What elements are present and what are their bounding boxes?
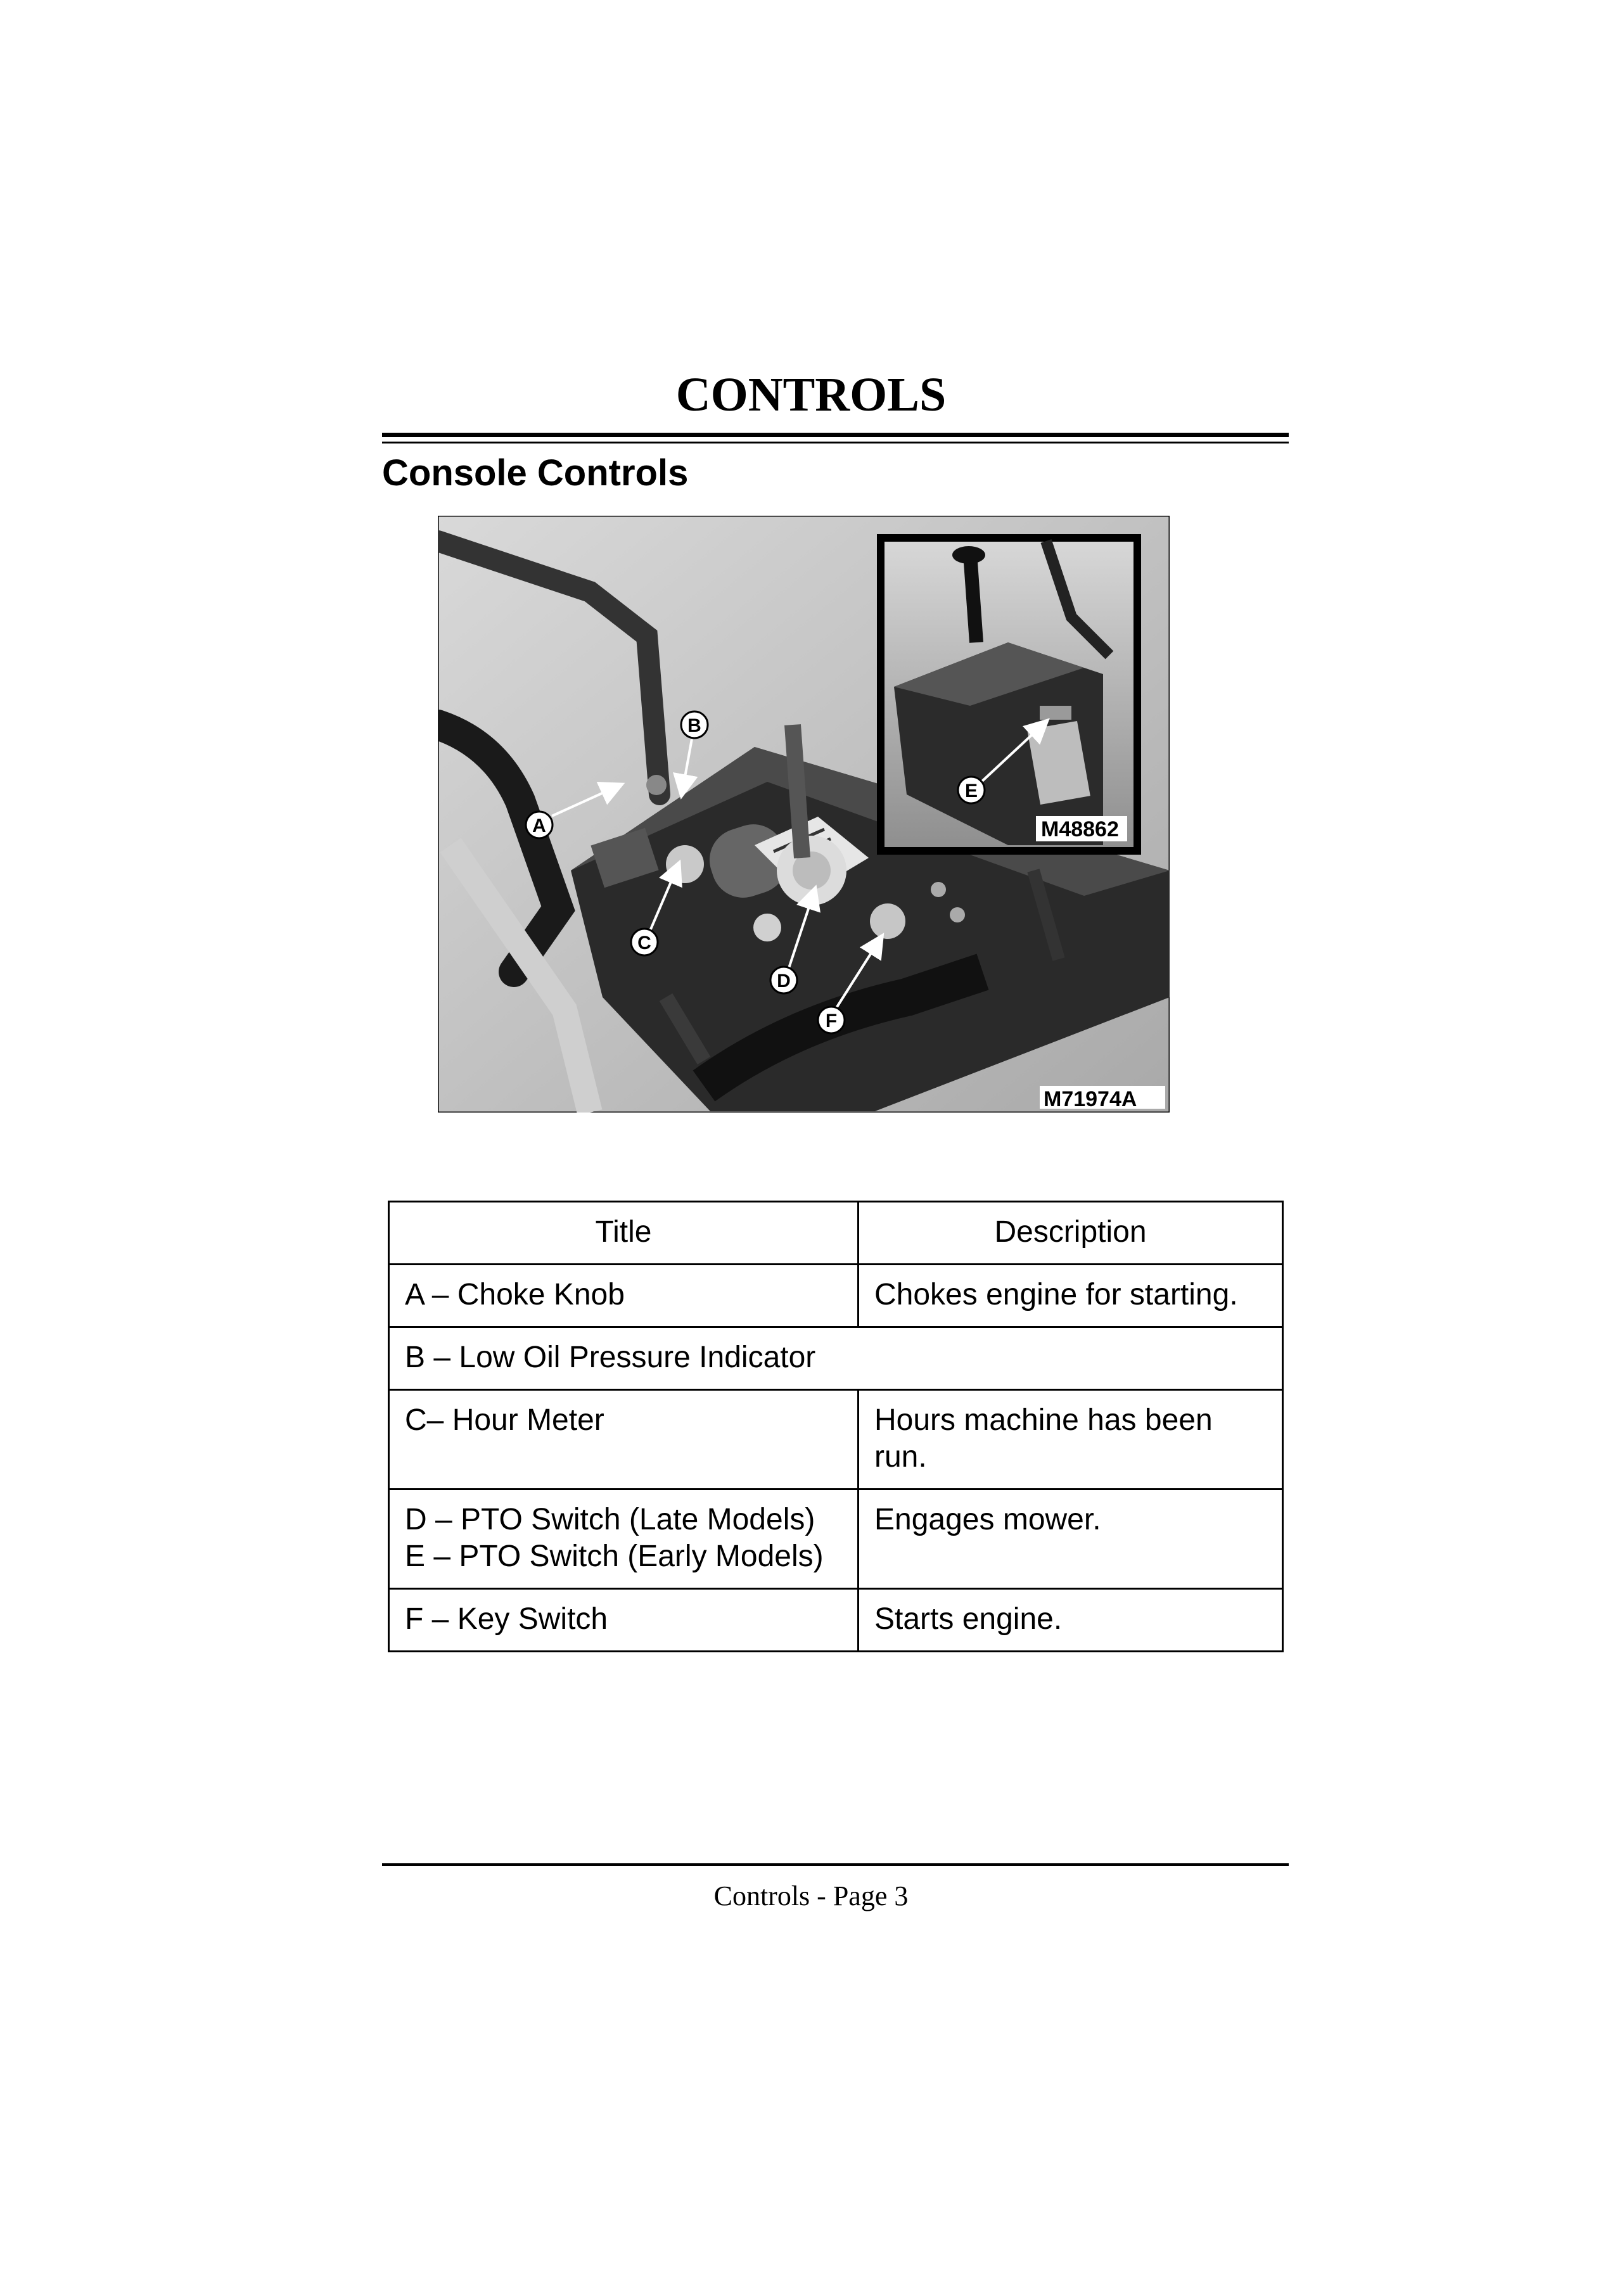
header-description: Description [859, 1202, 1283, 1265]
svg-text:F: F [825, 1011, 838, 1031]
row-title: C– Hour Meter [389, 1390, 859, 1489]
section-heading: Console Controls [382, 452, 689, 494]
table-row [389, 1327, 1283, 1390]
row-title-line: D – PTO Switch (Late Models) [405, 1503, 815, 1536]
key-switch [870, 903, 905, 939]
row-title-line: E – PTO Switch (Early Models) [405, 1540, 824, 1573]
table-header-row [389, 1202, 1283, 1265]
inset-image-code: M48862 [1041, 817, 1119, 841]
title-rule-thin [382, 442, 1289, 443]
console-controls-figure [438, 516, 1170, 1113]
table-row [389, 1265, 1283, 1327]
choke-knob [646, 775, 667, 795]
row-description: Starts engine. [859, 1589, 1283, 1652]
callout-d [770, 967, 797, 993]
image-code: M71974A [1044, 1087, 1137, 1111]
page-footer: Controls - Page 3 [713, 1880, 909, 1911]
row-title: F – Key Switch [389, 1589, 859, 1652]
row-title: B – Low Oil Pressure Indicator [389, 1327, 1283, 1390]
controls-table [388, 1201, 1284, 1652]
svg-text:C: C [637, 933, 651, 953]
header-title: Title [389, 1202, 859, 1265]
row-description: Hours machine has been run. [859, 1390, 1283, 1489]
table-row [389, 1390, 1283, 1489]
svg-text:A: A [532, 815, 546, 836]
table-row [389, 1489, 1283, 1589]
callout-f [818, 1007, 845, 1033]
callout-e [958, 777, 985, 803]
footer-rule [382, 1863, 1289, 1866]
callout-a [526, 812, 552, 838]
inset-photo [881, 538, 1137, 851]
row-description: Chokes engine for starting. [859, 1265, 1283, 1327]
row-title-multi [389, 1489, 859, 1589]
svg-text:D: D [777, 971, 791, 992]
row-title: A – Choke Knob [389, 1265, 859, 1327]
callout-b [681, 711, 708, 738]
table-row [389, 1589, 1283, 1652]
title-rule-thick [382, 433, 1289, 437]
svg-text:E: E [964, 781, 978, 801]
callout-c [631, 929, 658, 955]
page-title: CONTROLS [675, 368, 947, 421]
svg-text:B: B [687, 715, 701, 736]
row-description: Engages mower. [859, 1489, 1283, 1589]
